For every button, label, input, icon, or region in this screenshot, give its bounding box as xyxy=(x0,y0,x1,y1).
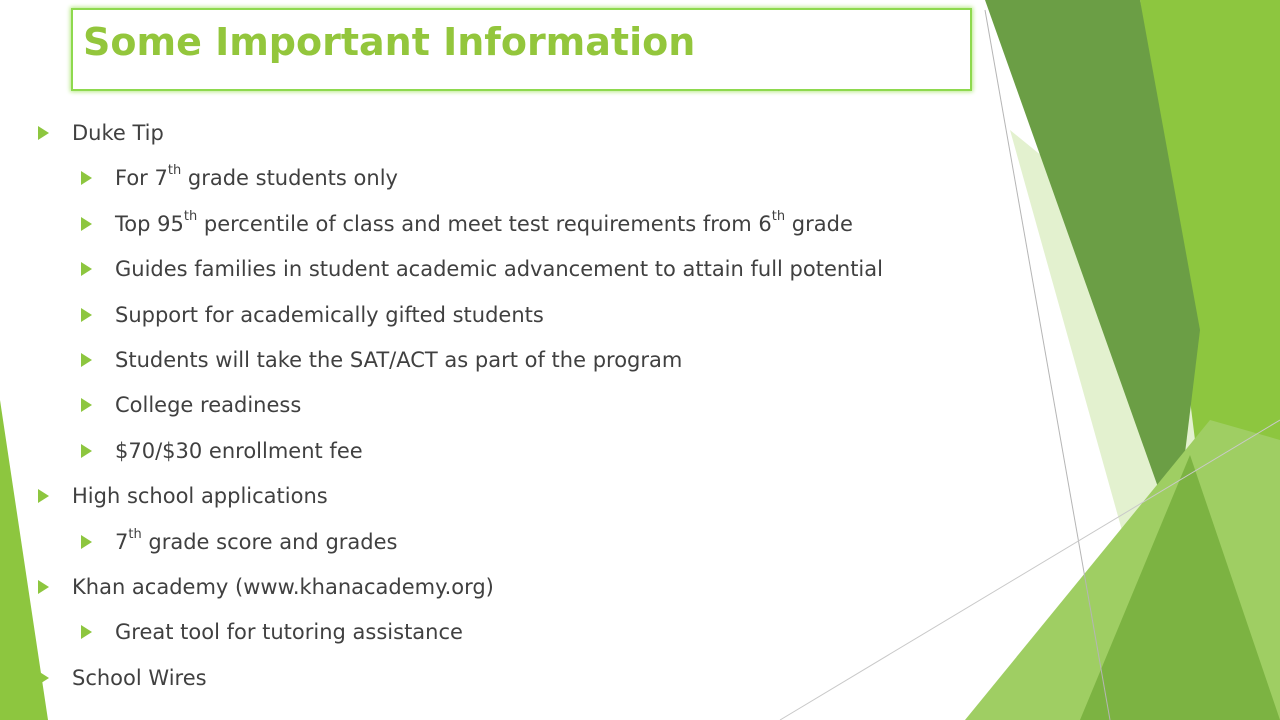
bullet-arrow-icon xyxy=(81,353,92,367)
bullet-item xyxy=(38,663,207,693)
sub-bullet-item xyxy=(81,254,883,284)
bullet-item xyxy=(38,118,164,148)
bullet-arrow-icon xyxy=(38,489,49,503)
bullet-text: High school applications xyxy=(72,484,328,508)
bullet-arrow-icon xyxy=(81,171,92,185)
sub-bullet-item xyxy=(81,300,544,330)
bullet-item xyxy=(38,481,328,511)
title-box xyxy=(71,8,972,91)
bullet-arrow-icon xyxy=(81,308,92,322)
bullet-text: Guides families in student academic advancement to attain full potential xyxy=(115,257,883,281)
bullet-text: Great tool for tutoring assistance xyxy=(115,620,463,644)
bullet-arrow-icon xyxy=(81,262,92,276)
bullet-text: Khan academy (www.khanacademy.org) xyxy=(72,575,494,599)
sub-bullet-item xyxy=(81,345,682,375)
sub-bullet-item xyxy=(81,163,398,193)
sub-bullet-item xyxy=(81,209,853,239)
sub-bullet-item xyxy=(81,436,363,466)
bullet-text: Top 95th percentile of class and meet test requirements from 6th grade xyxy=(115,209,853,236)
bullet-text: $70/$30 enrollment fee xyxy=(115,439,363,463)
sub-bullet-item xyxy=(81,527,397,557)
bullet-arrow-icon xyxy=(38,126,49,140)
bullet-text: College readiness xyxy=(115,393,302,417)
sub-bullet-item xyxy=(81,390,301,420)
bullet-arrow-icon xyxy=(81,398,92,412)
bullet-arrow-icon xyxy=(81,444,92,458)
bullet-item xyxy=(38,572,494,602)
bullet-arrow-icon xyxy=(81,625,92,639)
bullet-text: School Wires xyxy=(72,666,207,690)
bullet-arrow-icon xyxy=(38,671,49,685)
bullet-text: 7th grade score and grades xyxy=(115,527,398,554)
slide-title: Some Important Information xyxy=(83,20,696,64)
bullet-arrow-icon xyxy=(81,217,92,231)
bullet-text: Students will take the SAT/ACT as part of the program xyxy=(115,348,683,372)
bullet-text: Duke Tip xyxy=(72,121,164,145)
bullet-arrow-icon xyxy=(38,580,49,594)
sub-bullet-item xyxy=(81,617,463,647)
bullet-arrow-icon xyxy=(81,535,92,549)
bullet-text: Support for academically gifted students xyxy=(115,303,544,327)
bullet-text: For 7th grade students only xyxy=(115,163,398,190)
